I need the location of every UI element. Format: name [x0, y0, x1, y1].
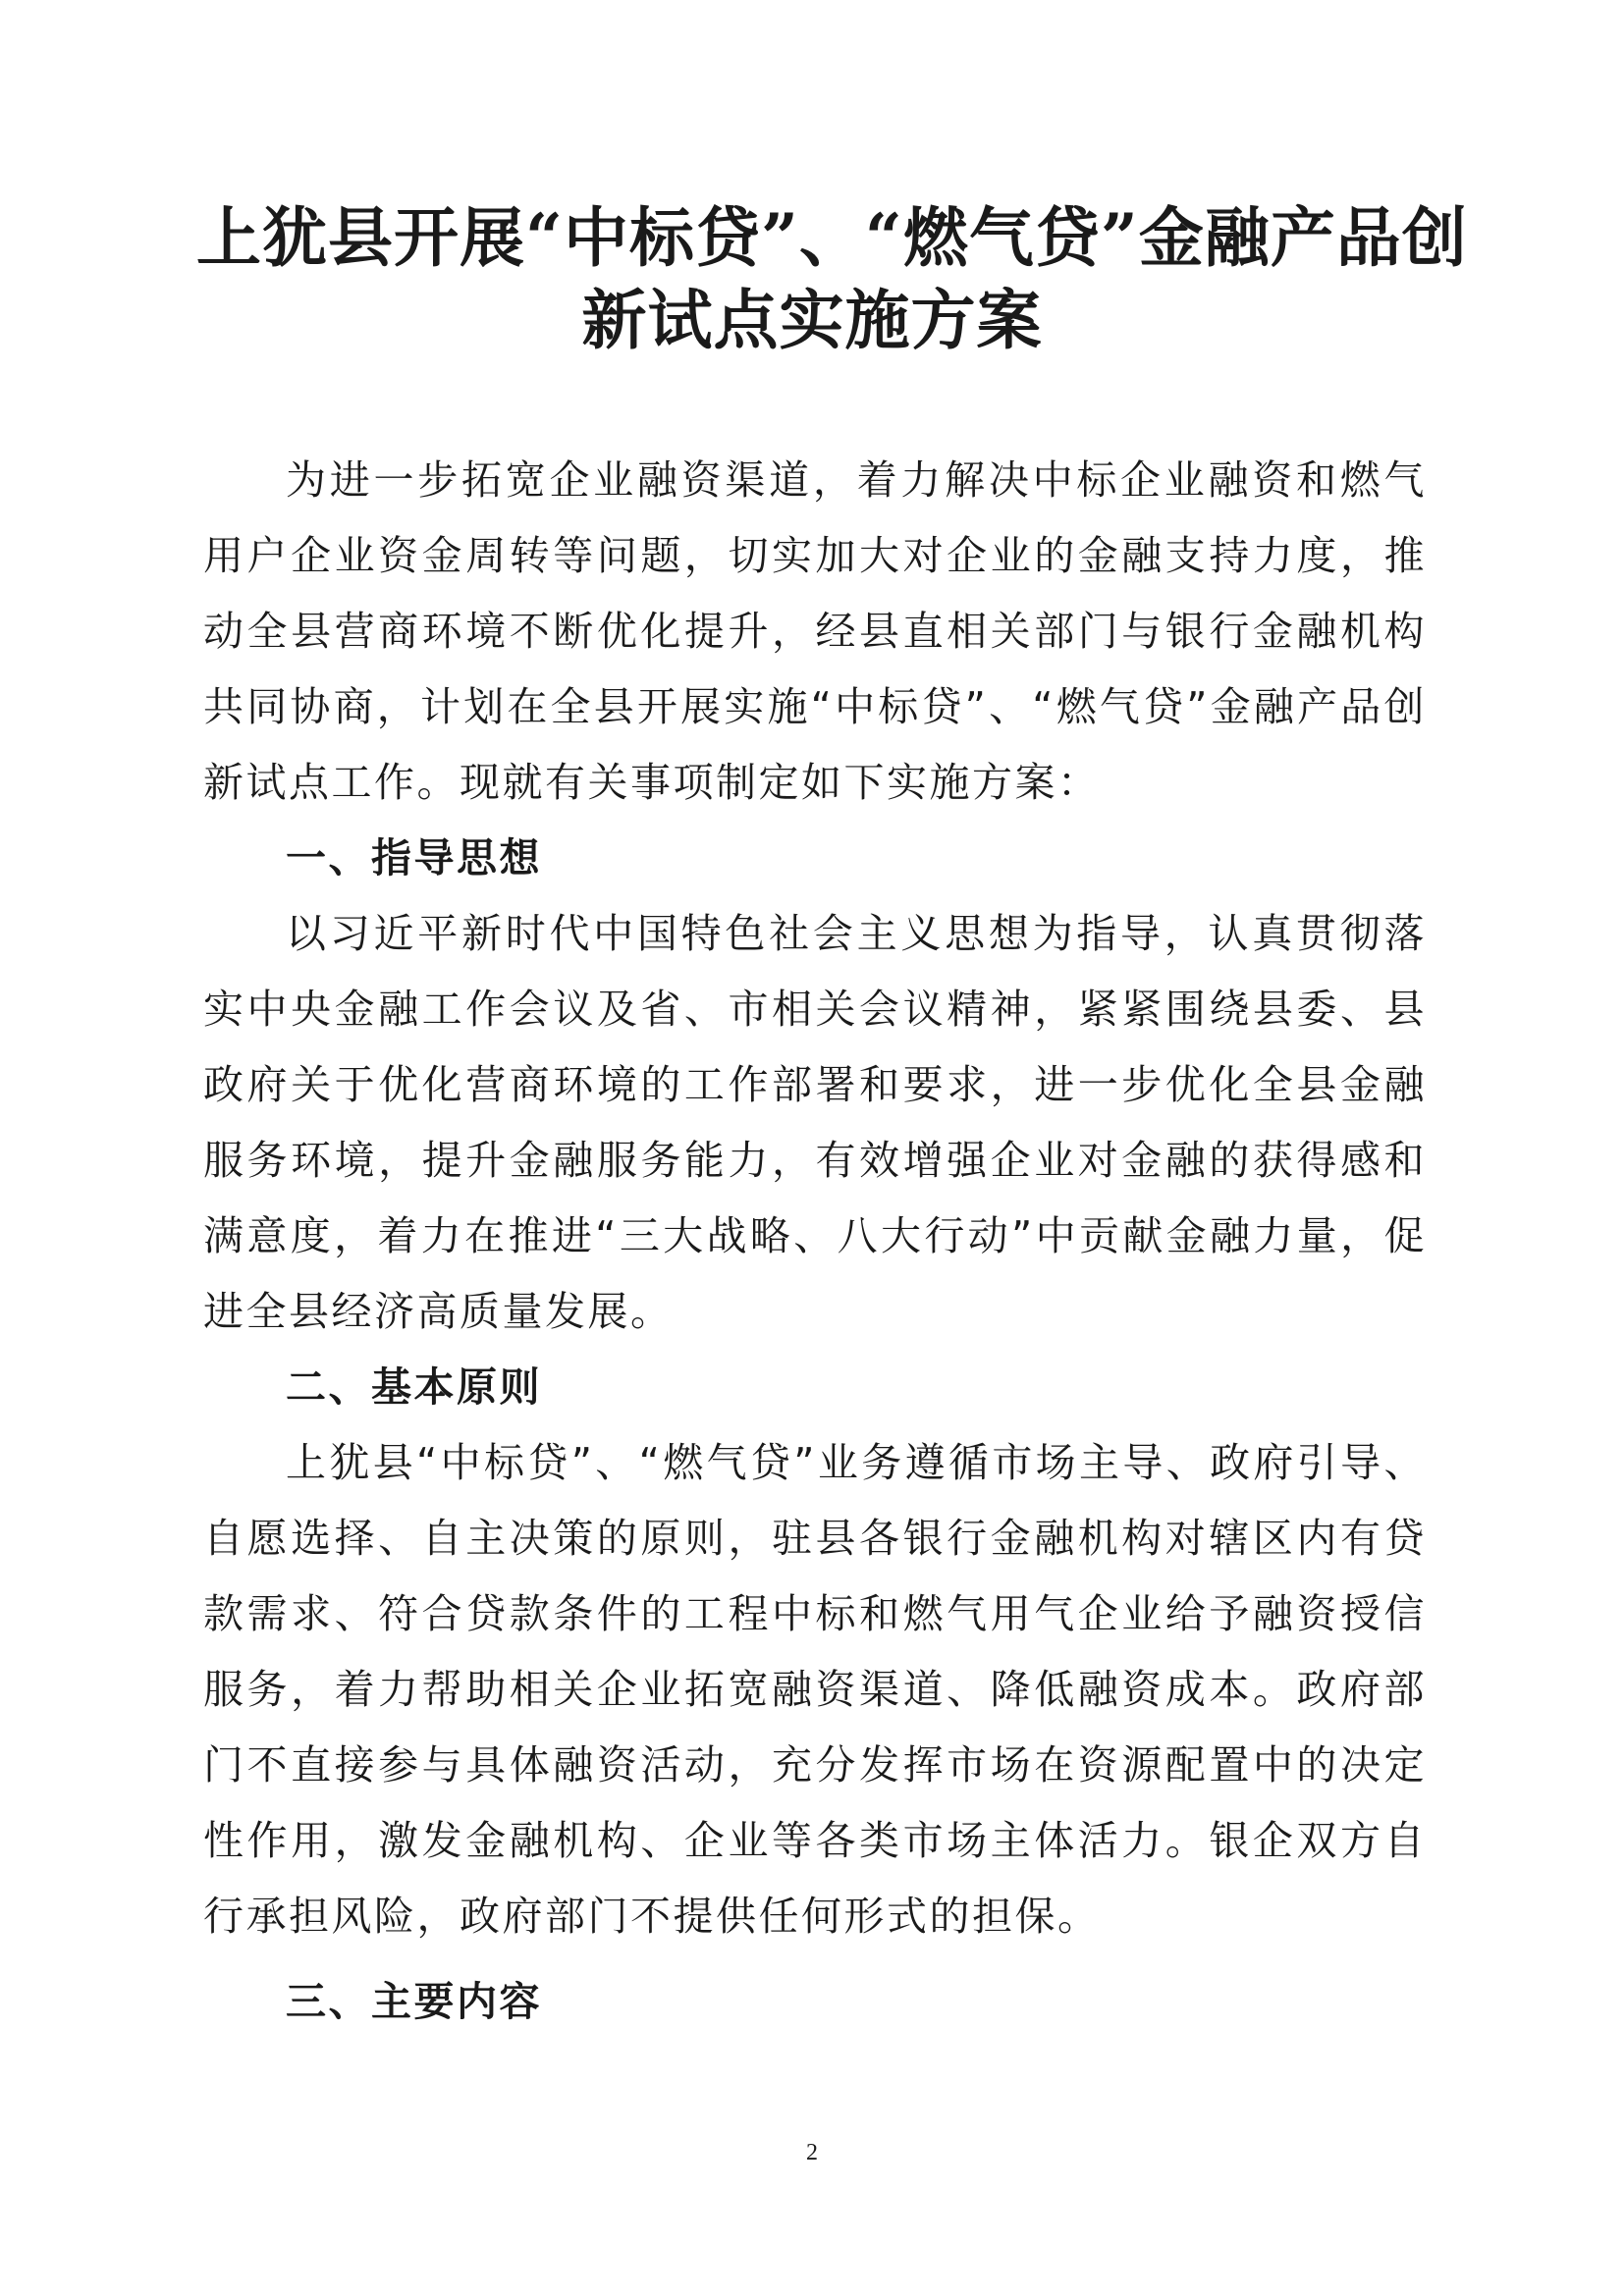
- title-line-1: 上犹县开展“中标贷”、“燃气贷”金融产品创: [196, 199, 1468, 276]
- section-paragraph-guiding-ideology: 以习近平新时代中国特色社会主义思想为指导，认真贯彻落实中央金融工作会议及省、市相关会议精神，紧紧围绕县委、县政府关于优化营商环境的工作部署和要求，进一步优化全县金融服务环境，提升金融服务能力，有效增强企业对金融的获得感和满意度，着力在推进“三大战略、八大行动”中贡献金融力量，促进全县经济高质量发展。: [203, 910, 1427, 1335]
- section-heading-main-content: 三、主要内容: [286, 1978, 542, 2025]
- document-title: [196, 196, 1468, 361]
- intro-paragraph: 为进一步拓宽企业融资渠道，着力解决中标企业融资和燃气用户企业资金周转等问题，切实加大对企业的金融支持力度，推动全县营商环境不断优化提升，经县直相关部门与银行金融机构共同协商，计划在全县开展实施“中标贷”、“燃气贷”金融产品创新试点工作。现就有关事项制定如下实施方案：: [203, 456, 1427, 806]
- section-paragraph-basic-principles: 上犹县“中标贷”、“燃气贷”业务遵循市场主导、政府引导、自愿选择、自主决策的原则，驻县各银行金融机构对辖区内有贷款需求、符合贷款条件的工程中标和燃气用气企业给予融资授信服务，着力帮助相关企业拓宽融资渠道、降低融资成本。政府部门不直接参与具体融资活动，充分发挥市场在资源配置中的决定性作用，激发金融机构、企业等各类市场主体活力。银企双方自行承担风险，政府部门不提供任何形式的担保。: [203, 1439, 1427, 1940]
- section-heading-basic-principles: 二、基本原则: [286, 1363, 542, 1411]
- title-line-2: 新试点实施方案: [581, 282, 1043, 358]
- document-body: [203, 443, 1427, 2040]
- section-heading-guiding-ideology: 一、指导思想: [286, 834, 542, 881]
- page-number: 2: [806, 2140, 818, 2165]
